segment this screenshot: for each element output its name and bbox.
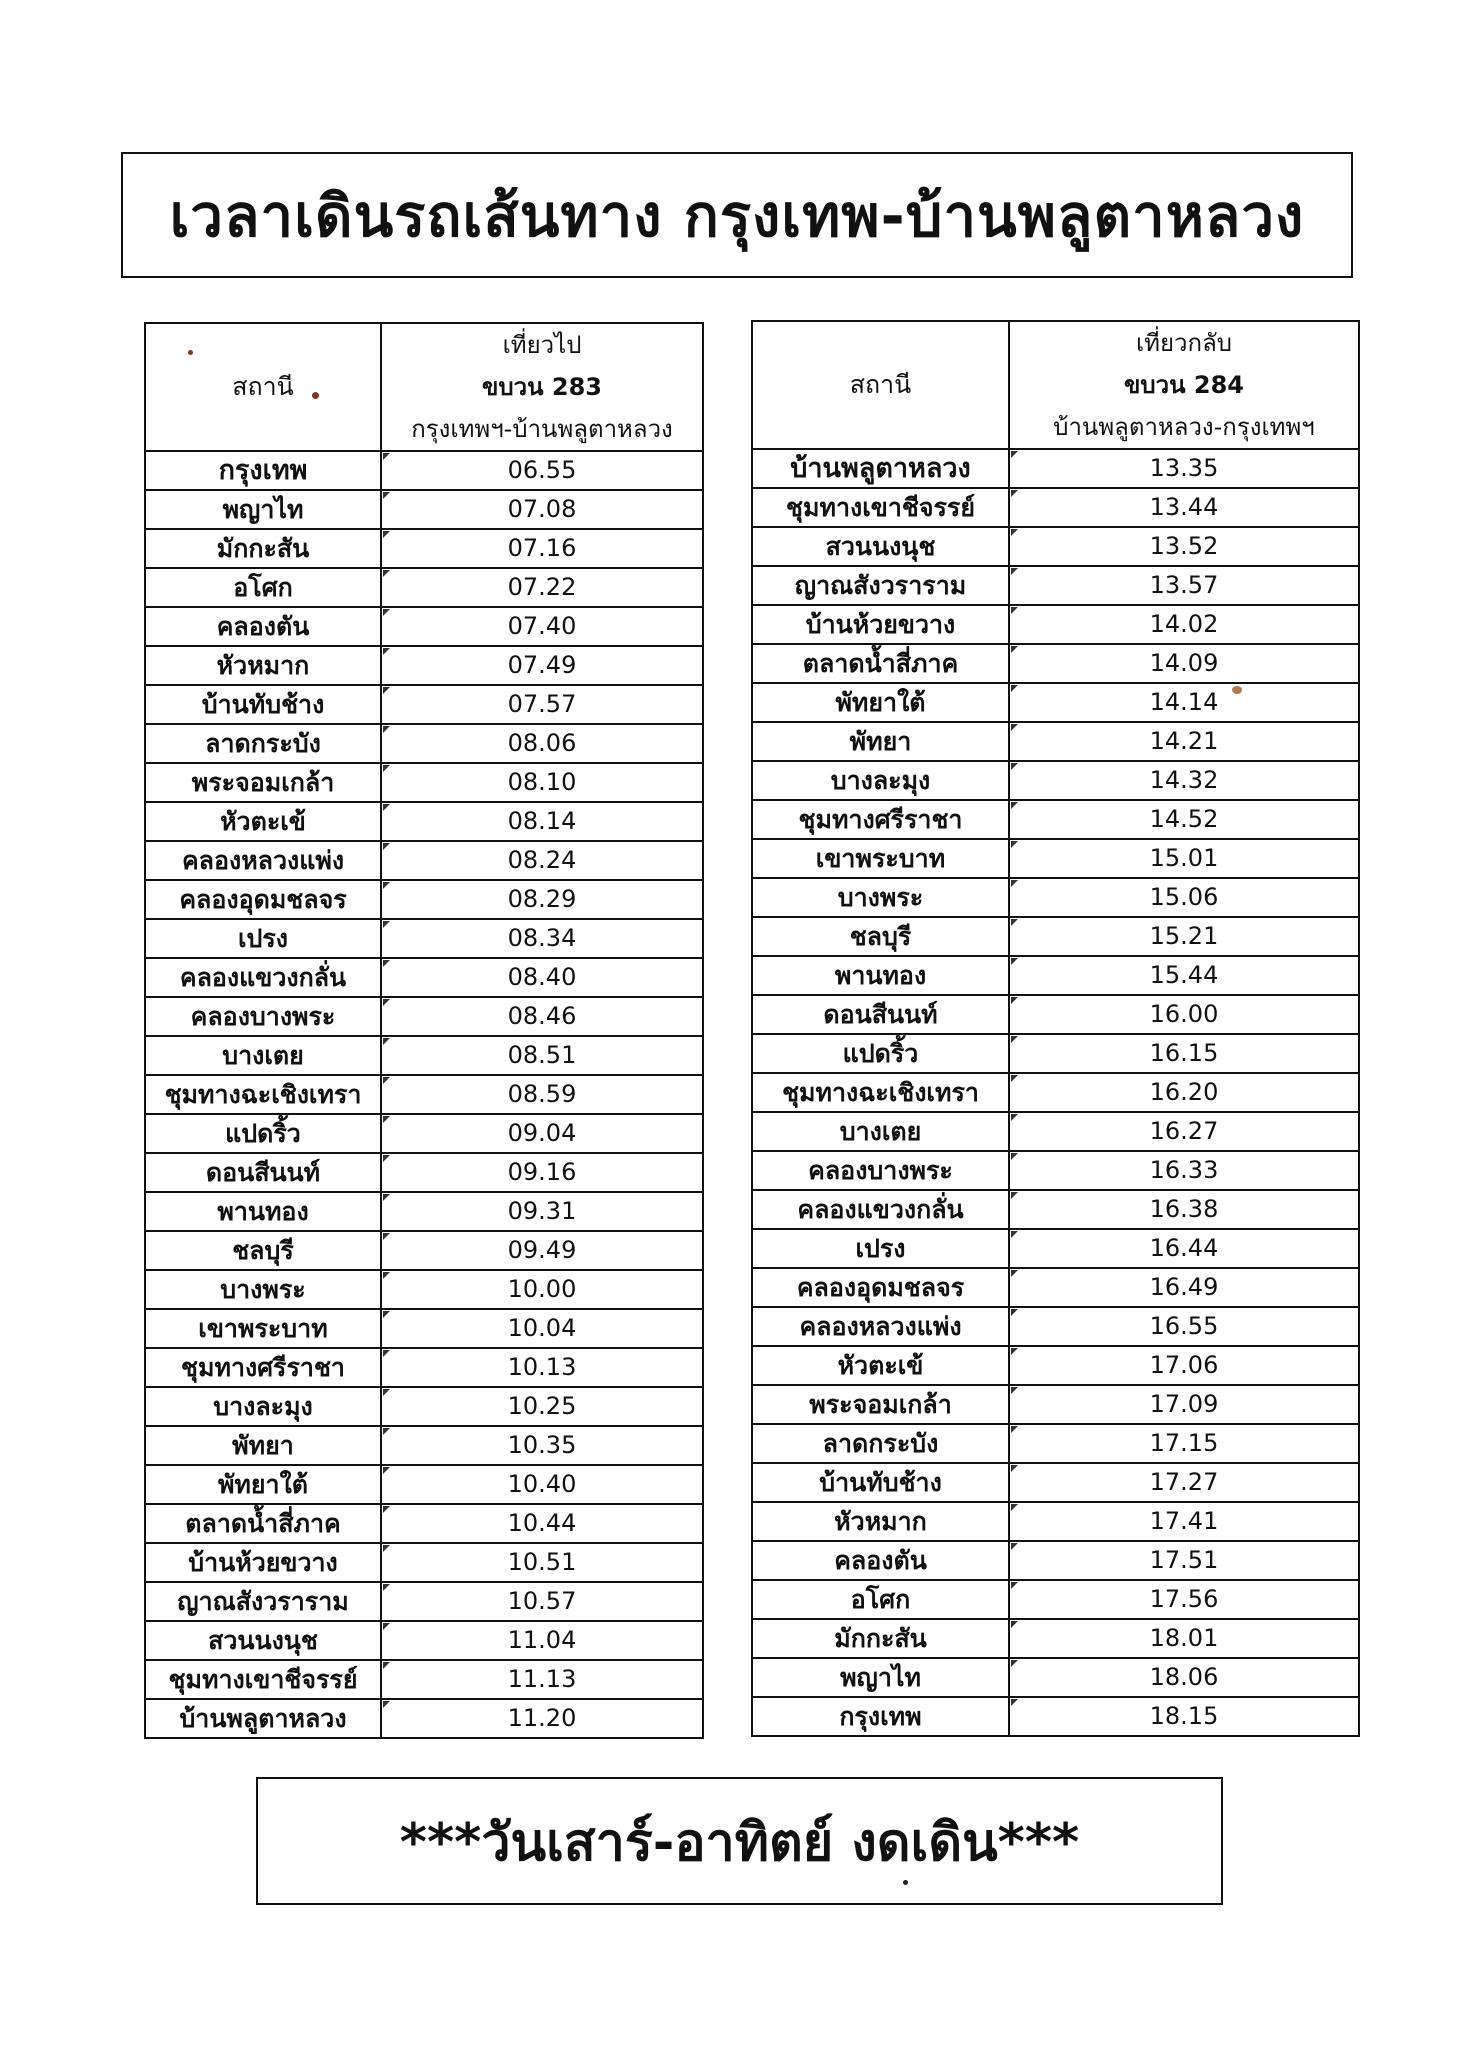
table-row xyxy=(752,566,1359,605)
scan-speck xyxy=(1232,686,1242,694)
service-note: ***วันเสาร์-อาทิตย์ งดเดิน*** xyxy=(399,1812,1080,1873)
table-row xyxy=(752,449,1359,488)
departure-time: 17.27 xyxy=(1009,1463,1359,1502)
station-name: ดอนสีนนท์ xyxy=(145,1153,381,1192)
station-name: หัวหมาก xyxy=(752,1502,1009,1541)
departure-time: 10.04 xyxy=(381,1309,703,1348)
table-row xyxy=(752,1034,1359,1073)
departure-time: 17.51 xyxy=(1009,1541,1359,1580)
departure-time: 07.57 xyxy=(381,685,703,724)
station-name: สวนนงนุช xyxy=(752,527,1009,566)
departure-time: 08.24 xyxy=(381,841,703,880)
station-name: พัทยาใต้ xyxy=(145,1465,381,1504)
station-name: ญาณสังวราราม xyxy=(752,566,1009,605)
station-name: คลองหลวงแพ่ง xyxy=(145,841,381,880)
departure-time: 09.04 xyxy=(381,1114,703,1153)
table-row xyxy=(752,1073,1359,1112)
station-name: อโศก xyxy=(145,568,381,607)
table-row xyxy=(145,841,703,880)
station-name: หัวตะเข้ xyxy=(145,802,381,841)
table-row xyxy=(145,1426,703,1465)
table-row xyxy=(752,1268,1359,1307)
departure-time: 09.16 xyxy=(381,1153,703,1192)
departure-time: 08.14 xyxy=(381,802,703,841)
station-name: ดอนสีนนท์ xyxy=(752,995,1009,1034)
table-row xyxy=(145,1114,703,1153)
departure-time: 10.40 xyxy=(381,1465,703,1504)
outbound-direction: เที่ยวไป xyxy=(502,331,582,359)
outbound-train-number: ขบวน 283 xyxy=(482,373,602,401)
station-name: เปรง xyxy=(752,1229,1009,1268)
table-row xyxy=(145,1192,703,1231)
station-name: ชลบุรี xyxy=(145,1231,381,1270)
departure-time: 16.44 xyxy=(1009,1229,1359,1268)
station-name: บ้านพลูตาหลวง xyxy=(752,449,1009,488)
scan-speck xyxy=(903,1880,908,1885)
station-name: พานทอง xyxy=(145,1192,381,1231)
departure-time: 07.08 xyxy=(381,490,703,529)
station-name: พัทยาใต้ xyxy=(752,683,1009,722)
table-row xyxy=(752,1112,1359,1151)
table-row xyxy=(752,1190,1359,1229)
departure-time: 16.38 xyxy=(1009,1190,1359,1229)
departure-time: 14.21 xyxy=(1009,722,1359,761)
table-row xyxy=(752,527,1359,566)
table-row xyxy=(752,1541,1359,1580)
table-row xyxy=(752,488,1359,527)
departure-time: 08.34 xyxy=(381,919,703,958)
departure-time: 18.15 xyxy=(1009,1697,1359,1736)
table-row xyxy=(752,1502,1359,1541)
outbound-station-header: สถานี xyxy=(145,323,381,451)
table-row xyxy=(145,1270,703,1309)
table-row xyxy=(752,1619,1359,1658)
station-name: บ้านห้วยขวาง xyxy=(752,605,1009,644)
table-row xyxy=(752,878,1359,917)
station-name: คลองหลวงแพ่ง xyxy=(752,1307,1009,1346)
departure-time: 14.02 xyxy=(1009,605,1359,644)
table-row xyxy=(145,646,703,685)
departure-time: 15.21 xyxy=(1009,917,1359,956)
table-row xyxy=(752,1346,1359,1385)
departure-time: 07.16 xyxy=(381,529,703,568)
station-name: ชุมทางเขาชีจรรย์ xyxy=(145,1660,381,1699)
table-row xyxy=(145,1504,703,1543)
table-row xyxy=(752,1580,1359,1619)
station-name: บางพระ xyxy=(752,878,1009,917)
departure-time: 16.20 xyxy=(1009,1073,1359,1112)
departure-time: 16.00 xyxy=(1009,995,1359,1034)
table-row xyxy=(145,1153,703,1192)
station-name: ตลาดน้ำสี่ภาค xyxy=(145,1504,381,1543)
table-row xyxy=(752,605,1359,644)
table-row xyxy=(145,451,703,490)
departure-time: 18.01 xyxy=(1009,1619,1359,1658)
station-name: อโศก xyxy=(752,1580,1009,1619)
return-direction: เที่ยวกลับ xyxy=(1135,329,1233,357)
departure-time: 08.40 xyxy=(381,958,703,997)
table-row xyxy=(752,722,1359,761)
station-name: คลองบางพระ xyxy=(752,1151,1009,1190)
table-row xyxy=(752,1658,1359,1697)
table-row xyxy=(752,956,1359,995)
table-row xyxy=(752,1151,1359,1190)
note-box xyxy=(256,1777,1223,1905)
table-row xyxy=(145,1231,703,1270)
station-name: ชุมทางศรีราชา xyxy=(145,1348,381,1387)
table-row xyxy=(145,724,703,763)
return-route: บ้านพลูตาหลวง-กรุงเทพฯ xyxy=(1053,413,1315,441)
departure-time: 14.09 xyxy=(1009,644,1359,683)
station-name: บางพระ xyxy=(145,1270,381,1309)
table-row xyxy=(145,880,703,919)
departure-time: 10.00 xyxy=(381,1270,703,1309)
station-name: แปดริ้ว xyxy=(752,1034,1009,1073)
station-name: คลองอุดมชลจร xyxy=(145,880,381,919)
station-name: แปดริ้ว xyxy=(145,1114,381,1153)
table-row xyxy=(145,997,703,1036)
table-row xyxy=(145,958,703,997)
table-row xyxy=(145,529,703,568)
station-name: เปรง xyxy=(145,919,381,958)
departure-time: 17.41 xyxy=(1009,1502,1359,1541)
table-row xyxy=(752,839,1359,878)
station-name: กรุงเทพ xyxy=(752,1697,1009,1736)
departure-time: 15.06 xyxy=(1009,878,1359,917)
table-row xyxy=(145,1582,703,1621)
station-name: บางเตย xyxy=(145,1036,381,1075)
station-name: หัวหมาก xyxy=(145,646,381,685)
table-row xyxy=(145,490,703,529)
table-row xyxy=(145,685,703,724)
outbound-header-row xyxy=(145,323,703,451)
departure-time: 17.56 xyxy=(1009,1580,1359,1619)
departure-time: 18.06 xyxy=(1009,1658,1359,1697)
departure-time: 08.51 xyxy=(381,1036,703,1075)
scan-speck xyxy=(312,392,319,399)
return-timetable xyxy=(751,320,1360,1737)
outbound-route: กรุงเทพฯ-บ้านพลูตาหลวง xyxy=(411,415,673,443)
station-name: บางเตย xyxy=(752,1112,1009,1151)
station-name: คลองอุดมชลจร xyxy=(752,1268,1009,1307)
departure-time: 15.01 xyxy=(1009,839,1359,878)
station-name: คลองตัน xyxy=(145,607,381,646)
departure-time: 09.49 xyxy=(381,1231,703,1270)
station-name: พระจอมเกล้า xyxy=(752,1385,1009,1424)
station-name: พญาไท xyxy=(145,490,381,529)
departure-time: 08.59 xyxy=(381,1075,703,1114)
departure-time: 16.49 xyxy=(1009,1268,1359,1307)
return-station-header: สถานี xyxy=(752,321,1009,449)
outbound-timetable xyxy=(144,322,704,1739)
departure-time: 10.35 xyxy=(381,1426,703,1465)
departure-time: 16.33 xyxy=(1009,1151,1359,1190)
station-name: ลาดกระบัง xyxy=(752,1424,1009,1463)
outbound-train-header xyxy=(381,323,703,451)
station-name: ชุมทางศรีราชา xyxy=(752,800,1009,839)
table-row xyxy=(752,1229,1359,1268)
table-row xyxy=(752,1385,1359,1424)
departure-time: 10.44 xyxy=(381,1504,703,1543)
station-name: เขาพระบาท xyxy=(145,1309,381,1348)
return-header-row xyxy=(752,321,1359,449)
departure-time: 11.04 xyxy=(381,1621,703,1660)
departure-time: 10.13 xyxy=(381,1348,703,1387)
station-name: สวนนงนุช xyxy=(145,1621,381,1660)
station-name: บ้านทับช้าง xyxy=(752,1463,1009,1502)
departure-time: 06.55 xyxy=(381,451,703,490)
departure-time: 10.25 xyxy=(381,1387,703,1426)
station-name: ชุมทางฉะเชิงเทรา xyxy=(752,1073,1009,1112)
table-row xyxy=(145,1036,703,1075)
station-name: พัทยา xyxy=(145,1426,381,1465)
departure-time: 17.09 xyxy=(1009,1385,1359,1424)
departure-time: 10.51 xyxy=(381,1543,703,1582)
station-name: บางละมุง xyxy=(145,1387,381,1426)
departure-time: 08.29 xyxy=(381,880,703,919)
table-row xyxy=(145,919,703,958)
table-row xyxy=(752,644,1359,683)
station-name: มักกะสัน xyxy=(145,529,381,568)
departure-time: 16.15 xyxy=(1009,1034,1359,1073)
table-row xyxy=(145,1660,703,1699)
table-row xyxy=(145,1621,703,1660)
departure-time: 09.31 xyxy=(381,1192,703,1231)
station-name: บ้านห้วยขวาง xyxy=(145,1543,381,1582)
table-row xyxy=(752,1697,1359,1736)
station-name: เขาพระบาท xyxy=(752,839,1009,878)
departure-time: 17.15 xyxy=(1009,1424,1359,1463)
scan-speck xyxy=(188,350,193,355)
station-name: คลองแขวงกลั่น xyxy=(145,958,381,997)
departure-time: 13.52 xyxy=(1009,527,1359,566)
departure-time: 11.20 xyxy=(381,1699,703,1738)
table-row xyxy=(145,1465,703,1504)
station-name: พานทอง xyxy=(752,956,1009,995)
return-train-header xyxy=(1009,321,1359,449)
table-row xyxy=(145,1348,703,1387)
table-row xyxy=(752,1463,1359,1502)
table-row xyxy=(145,1699,703,1738)
station-name: ตลาดน้ำสี่ภาค xyxy=(752,644,1009,683)
departure-time: 14.52 xyxy=(1009,800,1359,839)
station-name: พระจอมเกล้า xyxy=(145,763,381,802)
table-row xyxy=(752,995,1359,1034)
station-name: ชลบุรี xyxy=(752,917,1009,956)
departure-time: 11.13 xyxy=(381,1660,703,1699)
station-name: พัทยา xyxy=(752,722,1009,761)
departure-time: 07.40 xyxy=(381,607,703,646)
table-row xyxy=(145,802,703,841)
station-name: ญาณสังวราราม xyxy=(145,1582,381,1621)
table-row xyxy=(145,1543,703,1582)
station-name: ลาดกระบัง xyxy=(145,724,381,763)
departure-time: 13.35 xyxy=(1009,449,1359,488)
departure-time: 14.32 xyxy=(1009,761,1359,800)
station-name: พญาไท xyxy=(752,1658,1009,1697)
table-row xyxy=(145,763,703,802)
table-row xyxy=(752,761,1359,800)
station-name: ชุมทางฉะเชิงเทรา xyxy=(145,1075,381,1114)
title-box xyxy=(121,152,1353,278)
station-name: บ้านทับช้าง xyxy=(145,685,381,724)
table-row xyxy=(145,1387,703,1426)
table-row xyxy=(145,607,703,646)
table-row xyxy=(752,1307,1359,1346)
station-name: กรุงเทพ xyxy=(145,451,381,490)
station-name: หัวตะเข้ xyxy=(752,1346,1009,1385)
table-row xyxy=(752,683,1359,722)
station-name: คลองแขวงกลั่น xyxy=(752,1190,1009,1229)
departure-time: 08.06 xyxy=(381,724,703,763)
departure-time: 14.14 xyxy=(1009,683,1359,722)
departure-time: 08.46 xyxy=(381,997,703,1036)
station-name: บ้านพลูตาหลวง xyxy=(145,1699,381,1738)
table-row xyxy=(145,1309,703,1348)
station-name: ชุมทางเขาชีจรรย์ xyxy=(752,488,1009,527)
departure-time: 13.57 xyxy=(1009,566,1359,605)
station-name: มักกะสัน xyxy=(752,1619,1009,1658)
departure-time: 07.22 xyxy=(381,568,703,607)
station-name: บางละมุง xyxy=(752,761,1009,800)
table-row xyxy=(145,1075,703,1114)
departure-time: 15.44 xyxy=(1009,956,1359,995)
departure-time: 16.55 xyxy=(1009,1307,1359,1346)
table-row xyxy=(145,568,703,607)
table-row xyxy=(752,800,1359,839)
departure-time: 08.10 xyxy=(381,763,703,802)
return-train-number: ขบวน 284 xyxy=(1124,371,1244,399)
station-name: คลองบางพระ xyxy=(145,997,381,1036)
departure-time: 13.44 xyxy=(1009,488,1359,527)
page-title: เวลาเดินรถเส้นทาง กรุงเทพ-บ้านพลูตาหลวง xyxy=(169,181,1305,250)
table-row xyxy=(752,1424,1359,1463)
departure-time: 10.57 xyxy=(381,1582,703,1621)
table-row xyxy=(752,917,1359,956)
departure-time: 07.49 xyxy=(381,646,703,685)
station-name: คลองตัน xyxy=(752,1541,1009,1580)
departure-time: 17.06 xyxy=(1009,1346,1359,1385)
departure-time: 16.27 xyxy=(1009,1112,1359,1151)
